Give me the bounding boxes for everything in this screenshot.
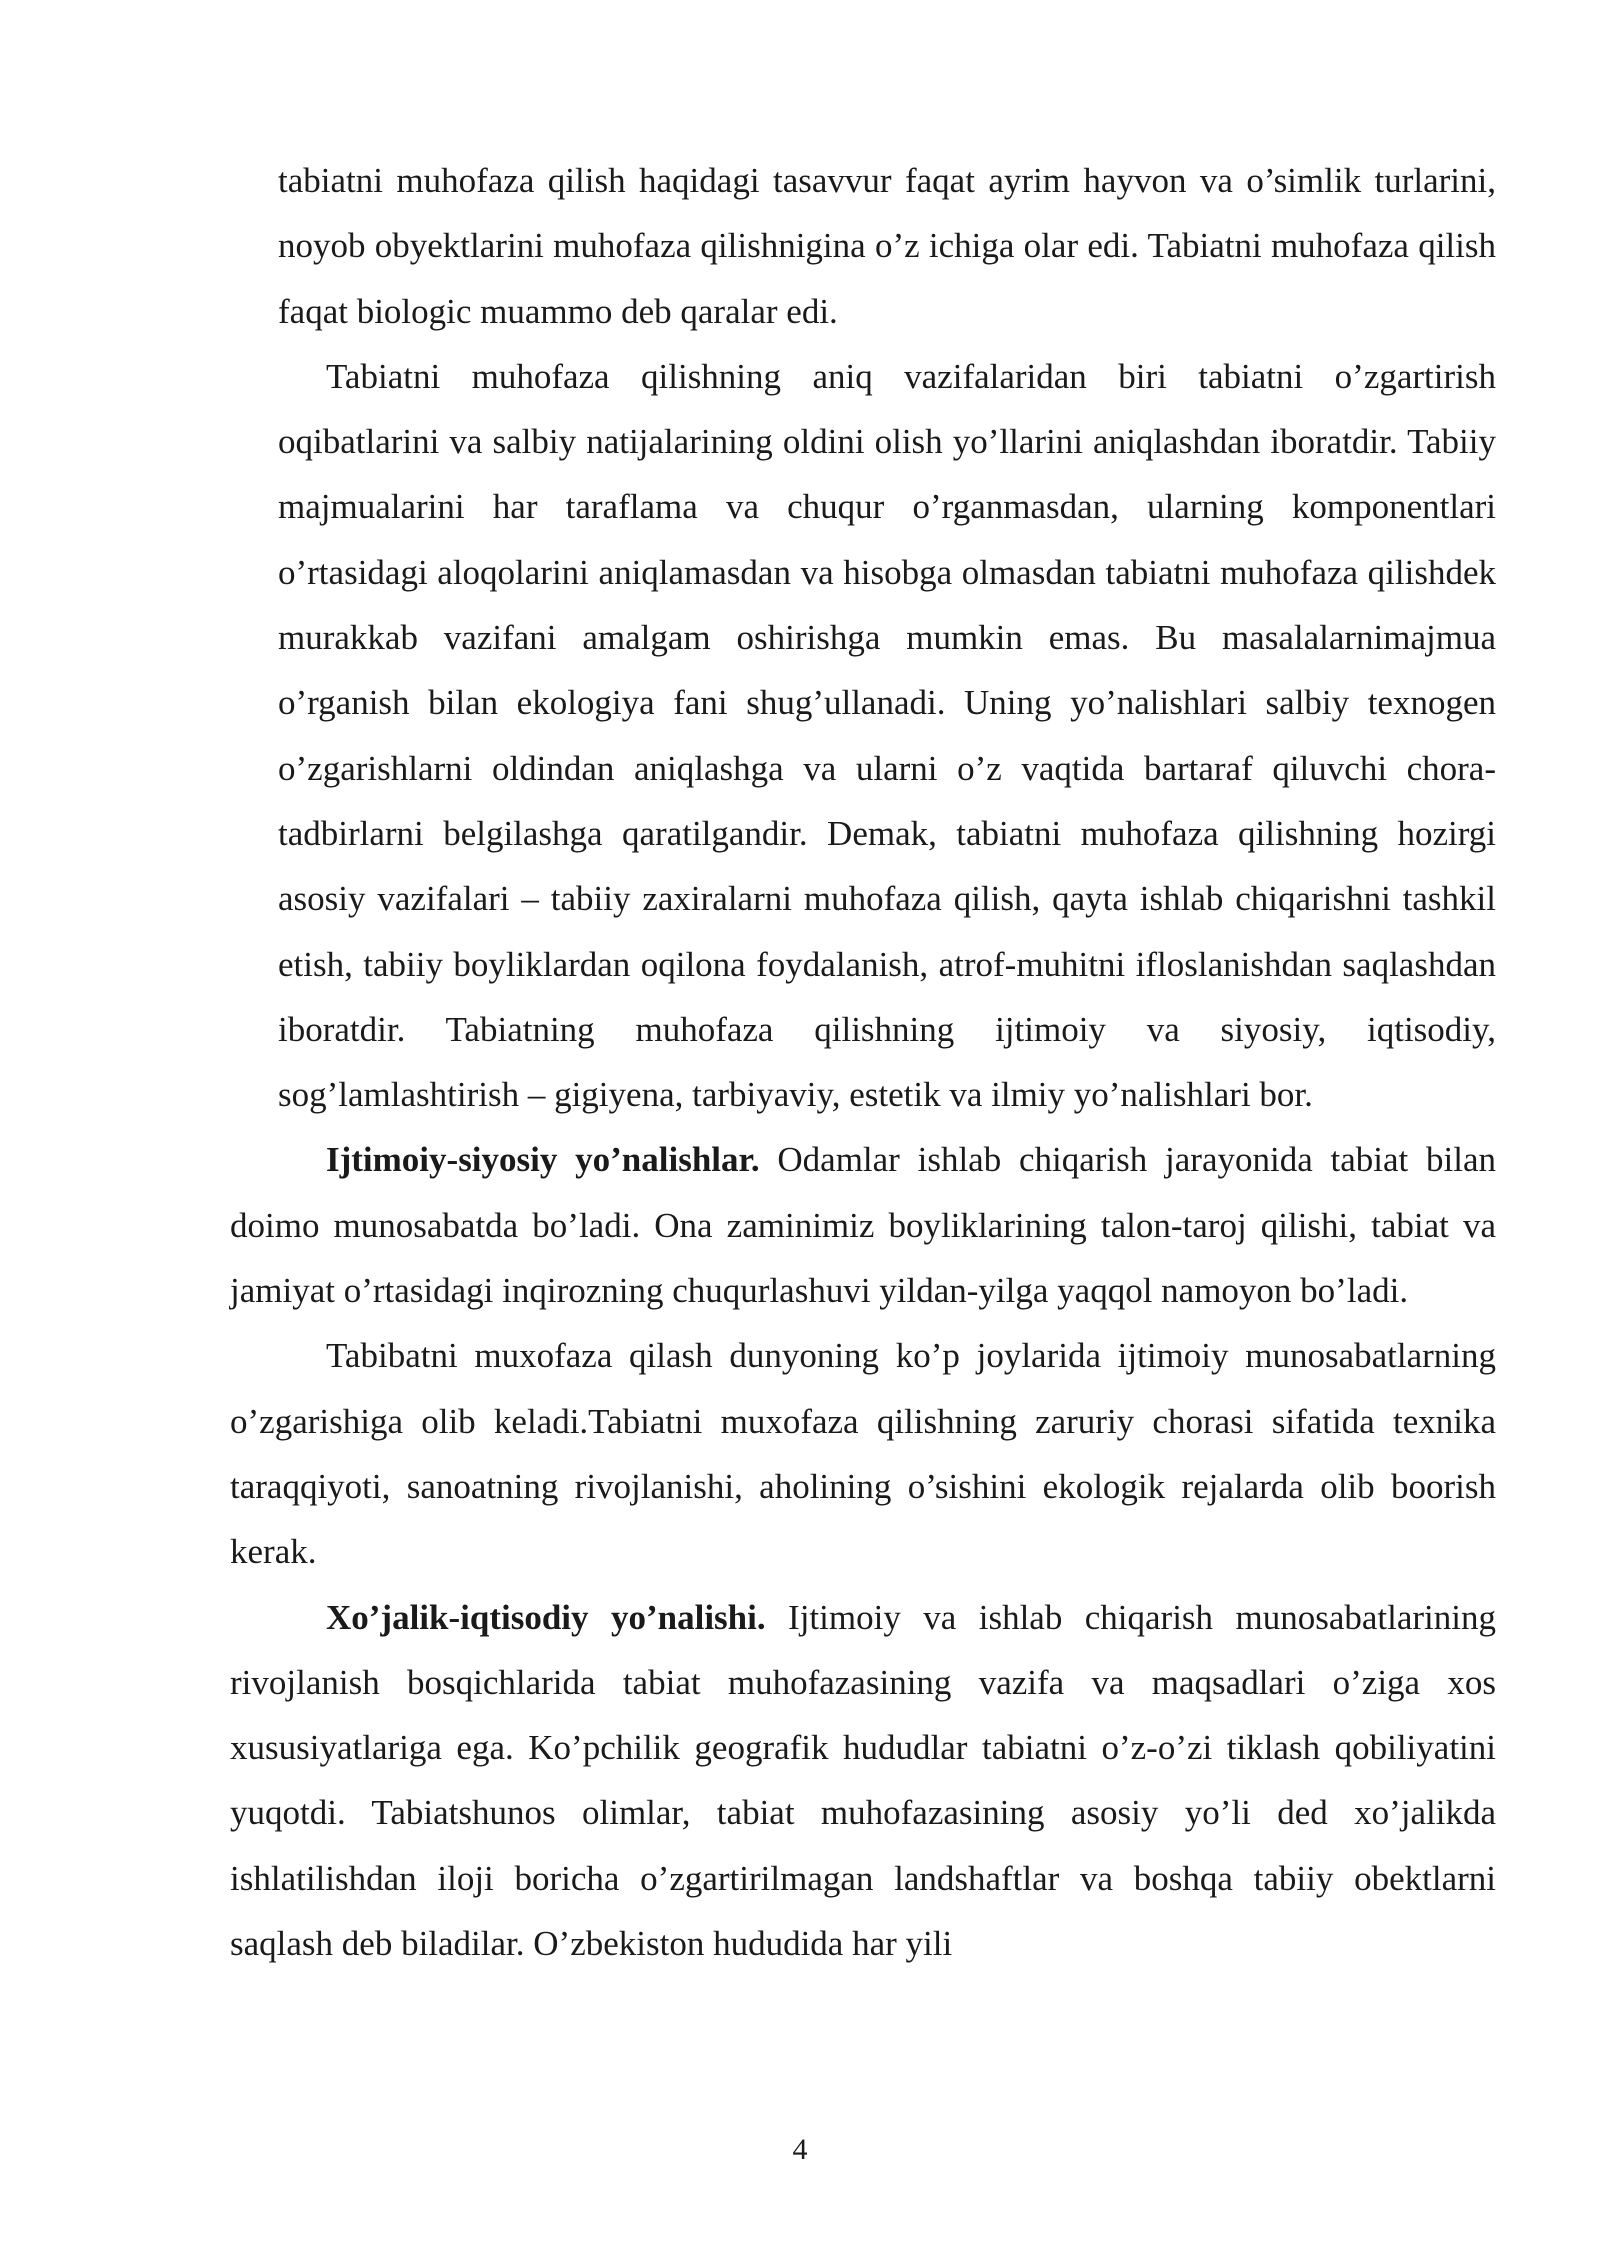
page-number: 4 bbox=[792, 2133, 808, 2166]
paragraph-nature-protection: Tabibatni muxofaza qilash dunyoning ko’p joylarida ijtimoiy munosabatlarning o’zgarishiga olib keladi.Tabiatni muxofaza qilishning zaruriy chorasi sifatida texnika taraqqiyoti, sanoatning rivojlanishi, aholining o’sishini ekologik rejalarda olib boorish kerak. bbox=[230, 1336, 1496, 1572]
section-heading-social-political: Ijtimoiy-siyosiy yo’nalishlar. bbox=[326, 1140, 760, 1180]
paragraph-economic bbox=[230, 1585, 1496, 1977]
paragraph-text: Odamlar ishlab chiqarish jarayonida tabiat bilan doimo munosabatda bo’ladi. Ona zaminimiz boyliklarining talon-taroj qilishi, tabiat va jamiyat o’rtasidagi inqirozning chuqurlashuvi yildan-yilga yaqqol namoyon bo’ladi. bbox=[230, 1140, 1496, 1311]
paragraph-continuation: tabiatni muhofaza qilish haqidagi tasavvur faqat ayrim hayvon va o’simlik turlarini, noyob obyektlarini muhofaza qilishnigina o’z ichiga olar edi. Tabiatni muhofaza qilish faqat biologic muammo deb qaralar edi. bbox=[278, 161, 1496, 331]
section-heading-economic: Xo’jalik-iqtisodiy yo’nalishi. bbox=[326, 1597, 766, 1637]
paragraph-tasks: Tabiatni muhofaza qilishning aniq vazifalaridan biri tabiatni o’zgartirish oqibatlarini va salbiy natijalarining oldini olish yo’llarini aniqlashdan iboratdir. Tabiiy majmualarini har taraflama va chuqur o’rganmasdan, ularning komponentlari o’rtasidagi aloqolarini aniqlamasdan va hisobga olmasdan tabiatni muhofaza qilishdek murakkab vazifani amalgam oshirishga mumkin emas. Bu masalalarnimajmua o’rganish bilan ekologiya fani shug’ullanadi. Uning yo’nalishlari salbiy texnogen o’zgarishlarni oldindan aniqlashga va ularni o’z vaqtida bartaraf qiluvchi chora-tadbirlarni belgilashga qaratilgandir. Demak, tabiatni muhofaza qilishning hozirgi asosiy vazifalari – tabiiy zaxiralarni muhofaza qilish, qayta ishlab chiqarishni tashkil etish, tabiiy boyliklardan oqilona foydalanish, atrof-muhitni ifloslanishdan saqlashdan iboratdir. Tabiatning muhofaza qilishning ijtimoiy va siyosiy, iqtisodiy, sog’lamlashtirish – gigiyena, tarbiyaviy, estetik va ilmiy yo’nalishlari bor. bbox=[278, 356, 1496, 1115]
paragraph-social-political bbox=[230, 1127, 1496, 1323]
paragraph-text: Ijtimoiy va ishlab chiqarish munosabatlarining rivojlanish bosqichlarida tabiat muhofazasining vazifa va maqsadlari o’ziga xos xususiyatlariga ega. Ko’pchilik geografik hududlar tabiatni o’z-o’zi tiklash qobiliyatini yuqotdi. Tabiatshunos olimlar, tabiat muhofazasining asosiy yo’li ded xo’jalikda ishlatilishdan iloji boricha o’zgartirilmagan landshaftlar va boshqa tabiiy obektlarni saqlash deb biladilar. O’zbekiston hududida har yili bbox=[230, 1597, 1496, 1964]
document-body bbox=[230, 148, 1496, 1976]
